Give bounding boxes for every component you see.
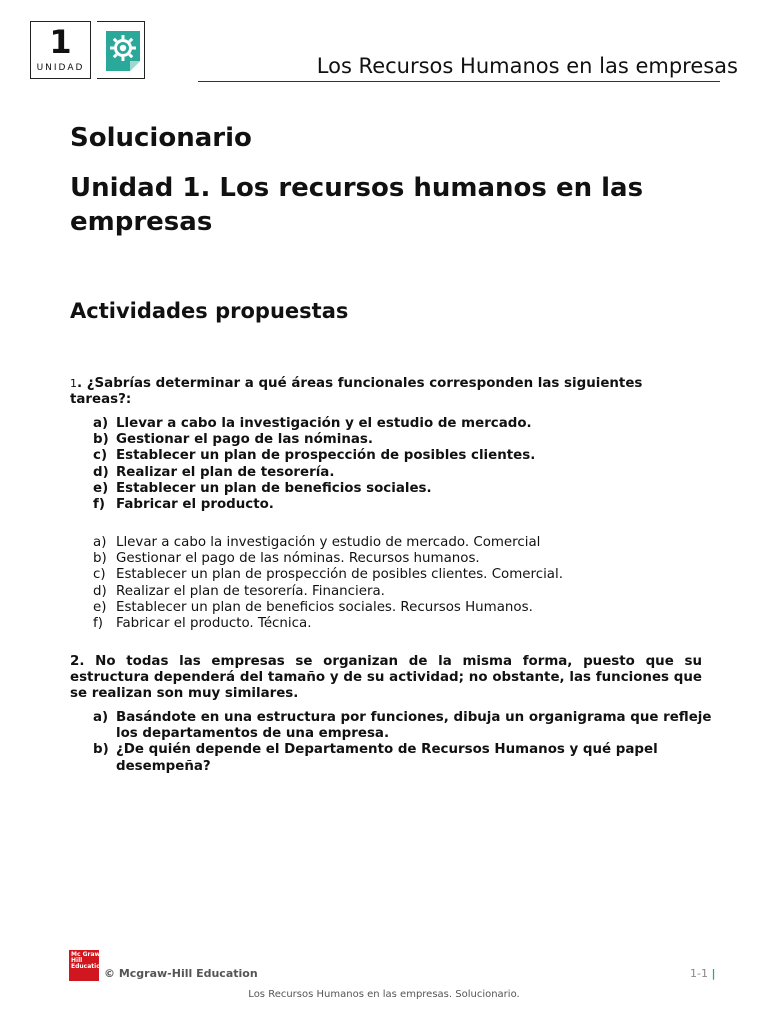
page-number-value: 1-1 — [690, 967, 708, 980]
question-1-answers — [93, 535, 563, 632]
unit-label: UNIDAD — [36, 63, 85, 73]
question-1 — [70, 376, 702, 408]
question-1-text: . ¿Sabrías determinar a qué áreas funcionales corresponden las siguientes tareas?: — [70, 376, 643, 407]
unit-heading: Unidad 1. Los recursos humanos en las empresas — [70, 173, 644, 237]
question-2: 2. No todas las empresas se organizan de la misma forma, puesto que su estructura dependerá del tamaño y de su actividad; no obstante, las funciones que se realizan son muy similares. — [70, 654, 702, 701]
unit-number: 1 — [49, 23, 72, 61]
list-item: b) Gestionar el pago de las nóminas. — [93, 432, 373, 448]
section-heading: Actividades propuestas — [70, 299, 349, 323]
list-item: f) Fabricar el producto. — [93, 497, 274, 513]
page-separator: | — [711, 967, 716, 980]
list-item: c) Establecer un plan de prospección de posibles clientes. — [93, 448, 536, 464]
header-title: Los Recursos Humanos en las empresas — [316, 54, 738, 78]
gear-document-icon — [106, 31, 140, 71]
answer-item: f) Fabricar el producto. Técnica. — [93, 616, 312, 632]
list-item: e) Establecer un plan de beneficios sociales. — [93, 480, 432, 496]
logo-text: Mc Graw Hill Education — [71, 951, 105, 970]
list-item: a) Llevar a cabo la investigación y el estudio de mercado. — [93, 416, 532, 431]
list-item: d) Realizar el plan de tesorería. — [93, 464, 335, 480]
list-item: b) ¿De quién depende el Departamento de Recursos Humanos y qué papel desempeña? — [93, 742, 658, 774]
question-2-list — [93, 710, 713, 775]
copyright: © Mcgraw-Hill Education — [104, 967, 258, 980]
page-title: Solucionario — [70, 123, 252, 153]
answer-item: c) Establecer un plan de prospección de posibles clientes. Comercial. — [93, 567, 563, 583]
header-divider — [198, 81, 720, 82]
publisher-logo — [69, 950, 105, 981]
answer-item: a) Llevar a cabo la investigación y estudio de mercado. Comercial — [93, 535, 541, 550]
answer-item: b) Gestionar el pago de las nóminas. Recursos humanos. — [93, 551, 480, 567]
unit-number-box — [30, 21, 91, 79]
answer-item: e) Establecer un plan de beneficios sociales. Recursos Humanos. — [93, 599, 533, 615]
answer-item: d) Realizar el plan de tesorería. Financiera. — [93, 583, 385, 599]
page-number — [690, 967, 716, 980]
list-item: a) Basándote en una estructura por funciones, dibuja un organigrama que refleje los departamentos de una empresa. — [93, 710, 712, 742]
footer-caption: Los Recursos Humanos en las empresas. Solucionario. — [248, 989, 520, 1000]
question-1-list — [93, 416, 535, 513]
unit-icon-box — [97, 21, 145, 79]
question-1-number: 1 — [70, 377, 77, 390]
